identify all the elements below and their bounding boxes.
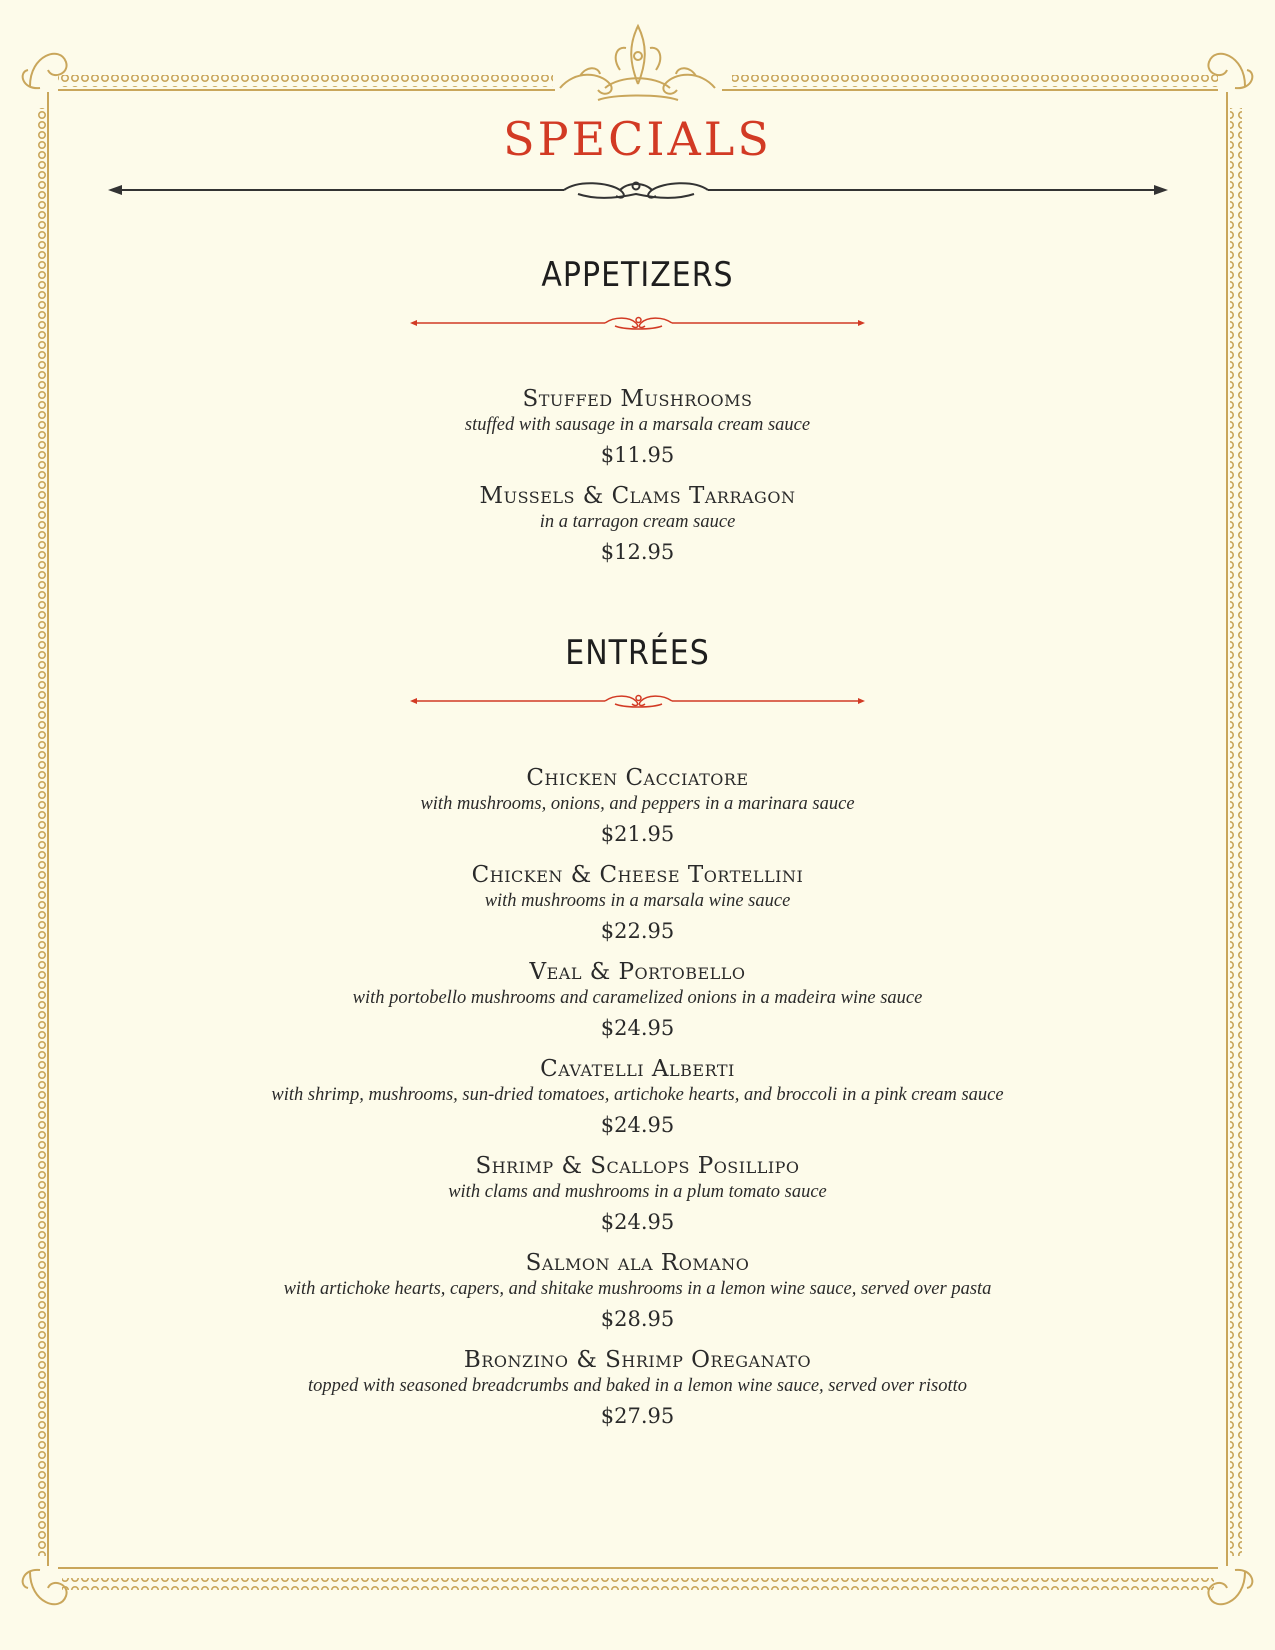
- item-name: Bronzino & Shrimp Oreganato: [463, 1347, 812, 1373]
- menu-item: [0, 481, 1275, 569]
- item-price: $21.95: [600, 822, 675, 846]
- item-name: Veal & Portobello: [529, 959, 746, 985]
- section-heading-appetizers: APPETIZERS: [541, 255, 734, 296]
- item-name: Stuffed Mushrooms: [522, 386, 753, 412]
- item-description: with mushrooms, onions, and peppers in a marinara sauce: [420, 794, 855, 814]
- item-price: $27.95: [600, 1404, 675, 1428]
- appetizers-divider: [410, 314, 865, 332]
- menu-item: [0, 384, 1275, 472]
- item-description: in a tarragon cream sauce: [539, 512, 736, 532]
- item-name: Chicken Cacciatore: [526, 765, 749, 791]
- entrees-divider: [410, 692, 865, 710]
- item-price: $24.95: [600, 1210, 675, 1234]
- menu-item: [0, 763, 1275, 851]
- item-name: Shrimp & Scallops Posillipo: [475, 1153, 800, 1179]
- item-description: with artichoke hearts, capers, and shitake mushrooms in a lemon wine sauce, served over pasta: [283, 1279, 992, 1299]
- menu-item: [0, 860, 1275, 948]
- item-description: with mushrooms in a marsala wine sauce: [484, 891, 791, 911]
- item-description: with shrimp, mushrooms, sun-dried tomatoes, artichoke hearts, and broccoli in a pink cream sauce: [271, 1085, 1004, 1105]
- item-name: Cavatelli Alberti: [540, 1056, 735, 1082]
- section-heading-entrees: ENTRÉES: [565, 633, 710, 674]
- item-description: with portobello mushrooms and caramelized onions in a madeira wine sauce: [352, 988, 923, 1008]
- menu-item: [0, 1248, 1275, 1336]
- menu-item: [0, 957, 1275, 1045]
- item-description: stuffed with sausage in a marsala cream sauce: [464, 415, 811, 435]
- item-name: Salmon ala Romano: [525, 1250, 750, 1276]
- top-center-ornament: [560, 26, 715, 100]
- item-price: $24.95: [600, 1016, 675, 1040]
- menu-item: [0, 1054, 1275, 1142]
- menu-item: [0, 1345, 1275, 1433]
- item-price: $28.95: [600, 1307, 675, 1331]
- item-price: $12.95: [600, 540, 675, 564]
- item-price: $22.95: [600, 919, 675, 943]
- item-name: Chicken & Cheese Tortellini: [471, 862, 804, 888]
- title-divider: [108, 176, 1168, 202]
- item-name: Mussels & Clams Tarragon: [479, 483, 796, 509]
- menu-item: [0, 1151, 1275, 1239]
- page-title: SPECIALS: [503, 112, 772, 166]
- item-price: $11.95: [600, 443, 675, 467]
- item-price: $24.95: [600, 1113, 675, 1137]
- item-description: topped with seasoned breadcrumbs and baked in a lemon wine sauce, served over risotto: [307, 1376, 968, 1396]
- item-description: with clams and mushrooms in a plum tomato sauce: [448, 1182, 827, 1202]
